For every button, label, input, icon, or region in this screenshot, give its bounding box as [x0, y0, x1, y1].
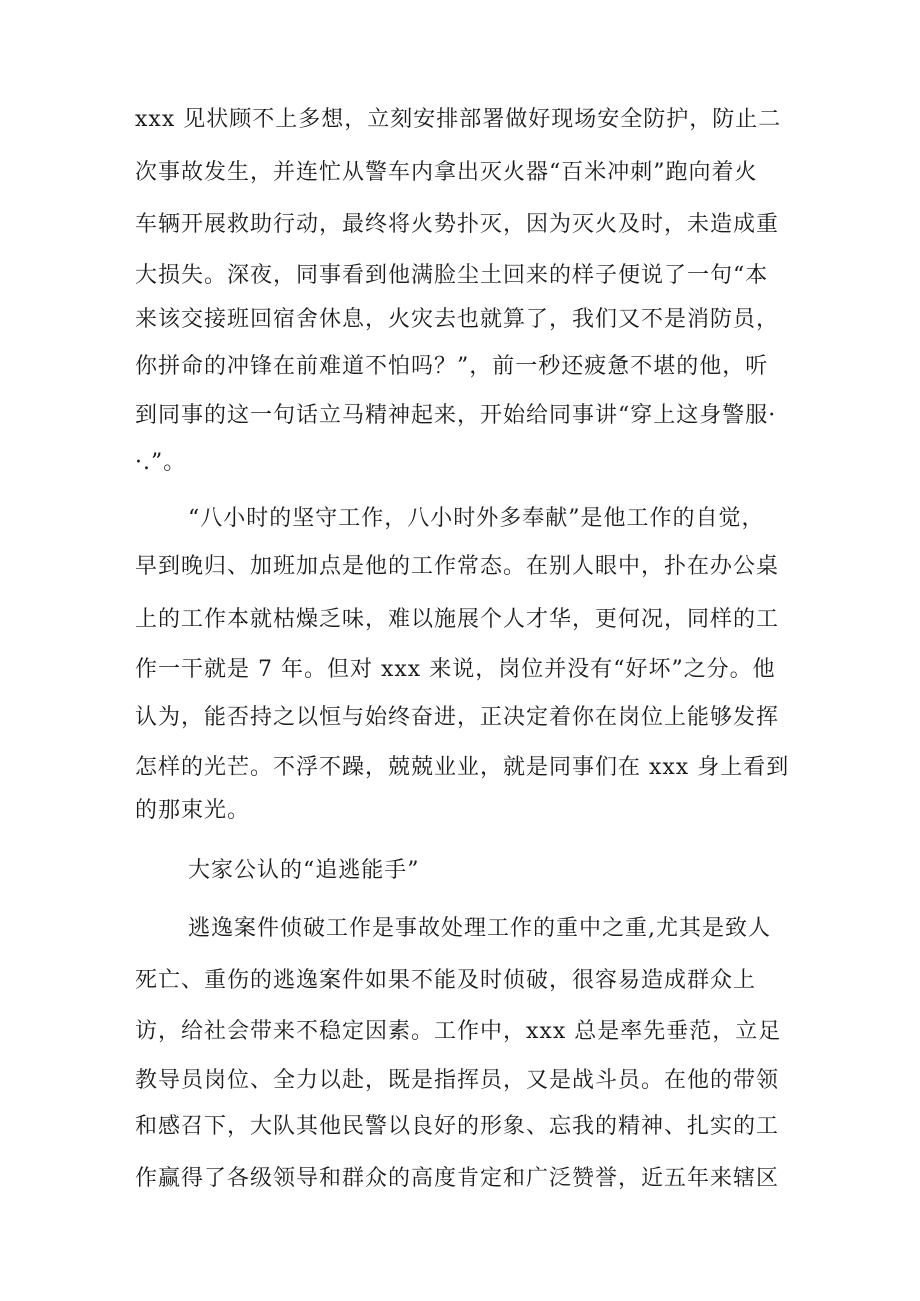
- text-line: 早到晚归、加班加点是他的工作常态。在别人眼中，扑在办公桌: [135, 554, 780, 579]
- text-line: 大损失。深夜，同事看到他满脸尘土回来的样子便说了一句“本: [135, 263, 769, 288]
- text-line: 次事故发生，并连忙从警车内拿出灭火器“百米冲刺”跑向着火: [135, 160, 758, 185]
- text-line: 死亡、重伤的逃逸案件如果不能及时侦破，很容易造成群众上: [135, 968, 757, 993]
- paragraph-first-line: “八小时的坚守工作，八小时外多奉献”是他工作的自觉，: [188, 506, 765, 531]
- text-line: 到同事的这一句话立马精神起来，开始给同事讲“穿上这身警服·: [135, 403, 777, 428]
- text-line: 教导员岗位、全力以赴，既是指挥员，又是战斗员。在他的带领: [135, 1068, 780, 1093]
- text-line: 访，给社会带来不稳定因素。工作中，xxx 总是率先垂范，立足: [135, 1019, 782, 1044]
- text-line: 的那束光。: [135, 798, 251, 823]
- paragraph-first-line: 逃逸案件侦破工作是事故处理工作的重中之重,尤其是致人: [188, 916, 771, 941]
- text-line: 车辆开展救助行动，最终将火势扑灭，因为灭火及时，未造成重: [135, 212, 780, 237]
- text-line: 来该交接班回宿舍休息，火灾去也就算了，我们又不是消防员，: [135, 307, 780, 332]
- text-line: 你拼命的冲锋在前难道不怕吗？”，前一秒还疲惫不堪的他，听: [135, 354, 769, 379]
- text-line: ·.”。: [135, 450, 187, 475]
- text-line: 作赢得了各级领导和群众的高度肯定和广泛赞誉，近五年来辖区: [135, 1166, 780, 1191]
- section-heading: 大家公认的“追逃能手”: [188, 858, 420, 883]
- text-line: 认为，能否持之以恒与始终奋进，正决定着你在岗位上能够发挥: [135, 705, 780, 730]
- text-line: 怎样的光芒。不浮不躁，兢兢业业，就是同事们在 xxx 身上看到: [135, 755, 790, 780]
- text-line: 上的工作本就枯燥乏味，难以施展个人才华，更何况，同样的工: [135, 607, 780, 632]
- text-line: 作一干就是 7 年。但对 xxx 来说，岗位并没有“好坏”之分。他: [135, 657, 776, 682]
- text-line: 和感召下，大队其他民警以良好的形象、忘我的精神、扎实的工: [135, 1114, 780, 1139]
- text-line: xxx 见状顾不上多想，立刻安排部署做好现场安全防护，防止二: [135, 107, 782, 132]
